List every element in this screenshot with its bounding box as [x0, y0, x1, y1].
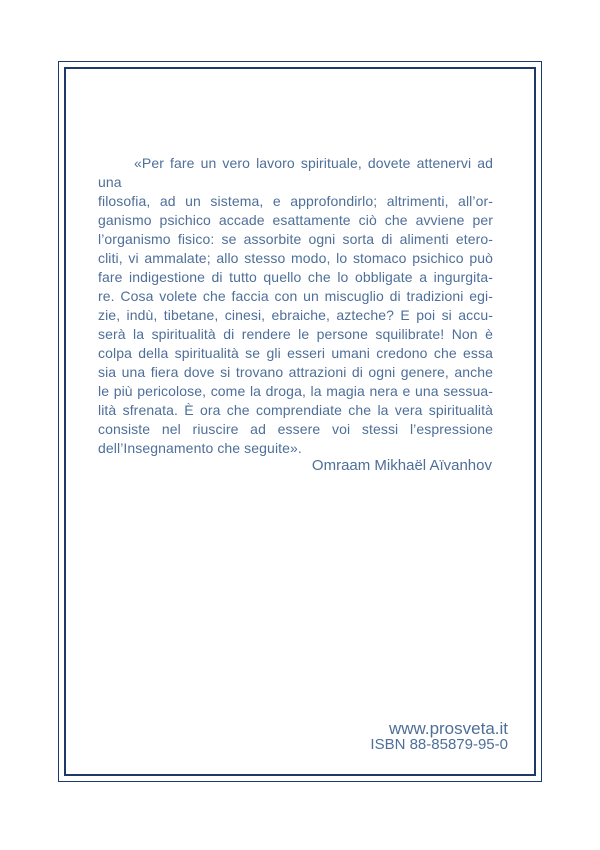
quote-line: fare indigestione di tutto quello che lo obbligate a ingurgita-	[98, 269, 493, 285]
quote-line: «Per fare un vero lavoro spirituale, dovete attenervi ad una	[98, 155, 493, 190]
quote-line: dell’Insegnamento che seguite».	[98, 440, 302, 456]
quote-line: zie, indù, tibetane, cinesi, ebraiche, azteche? E poi si accu-	[98, 307, 493, 323]
website-url: www.prosveta.it	[388, 719, 508, 738]
quote-line: filosofia, ad un sistema, e approfondirlo; altrimenti, all’or-	[98, 193, 493, 209]
isbn-number: ISBN 88-85879-95-0	[370, 736, 508, 753]
quote-line: l’organismo fisico: se assorbite ogni sorta di alimenti etero-	[98, 231, 493, 247]
quote-line: sia una fiera dove si trovano attrazioni di ogni genere, anche	[98, 364, 493, 380]
quote-line: cliti, vi ammalate; allo stesso modo, lo stomaco psichico può	[98, 250, 493, 266]
quote-line: serà la spiritualità di rendere le persone squilibrate! Non è	[98, 326, 493, 342]
quote-line: re. Cosa volete che faccia con un miscuglio di tradizioni egi-	[98, 288, 493, 304]
quote-line: le più pericolose, come la droga, la magia nera e una sessua-	[98, 383, 493, 399]
quote-line: consiste nel riuscire ad essere voi stessi l’espressione	[98, 421, 493, 437]
author-name: Omraam Mikhaël Aïvanhov	[311, 457, 492, 474]
quote-line: colpa della spiritualità se gli esseri umani credono che essa	[98, 345, 493, 361]
quote-line: lità sfrenata. È ora che comprendiate che la vera spiritualità	[98, 402, 493, 418]
quote-line: ganismo psichico accade esattamente ciò che avviene per	[98, 212, 493, 228]
footer	[98, 720, 508, 752]
quote-paragraph	[98, 154, 493, 458]
